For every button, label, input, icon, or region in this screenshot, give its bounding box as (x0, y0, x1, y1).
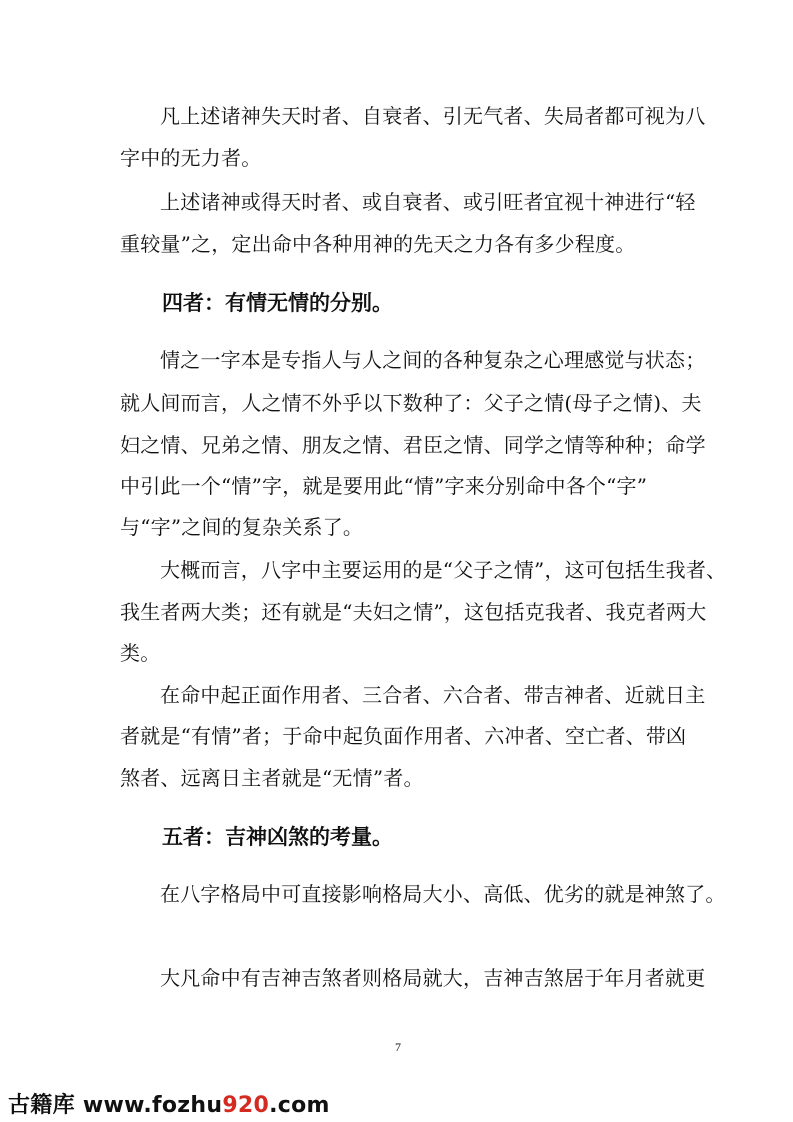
paragraph-5-line-2: 者就是“有情”者；于命中起负面作用者、六冲者、空亡者、带凶 (120, 724, 687, 748)
paragraph-5-line-3: 煞者、远离日主者就是“无情”者。 (120, 766, 424, 790)
paragraph-5-line-1: 在命中起正面作用者、三合者、六合者、带吉神者、近就日主 (160, 683, 706, 707)
paragraph-3-line-2: 就人间而言，人之情不外乎以下数种了：父子之情(母子之情)、夫 (120, 391, 702, 415)
paragraph-3-line-1: 情之一字本是专指人与人之间的各种复杂之心理感觉与状态； (160, 348, 706, 372)
paragraph-4-line-3: 类。 (120, 641, 161, 665)
watermark-url-digits: 920 (222, 1093, 270, 1118)
paragraph-3-line-4: 中引此一个“情”字，就是要用此“情”字来分别命中各个“字” (120, 474, 648, 498)
watermark-url-prefix: www.fozhu (82, 1093, 223, 1118)
watermark-url-suffix: .com (269, 1093, 330, 1118)
paragraph-7-line-1: 大凡命中有吉神吉煞者则格局就大，吉神吉煞居于年月者就更 (160, 966, 706, 990)
page-number: 7 (395, 1040, 401, 1054)
paragraph-6-line-1: 在八字格局中可直接影响格局大小、高低、优劣的就是神煞了。 (160, 882, 726, 906)
paragraph-4-line-1: 大概而言，八字中主要运用的是“父子之情”，这可包括生我者、 (160, 558, 727, 582)
paragraph-1-line-2: 字中的无力者。 (120, 146, 262, 170)
watermark-site-name: 古籍库 (8, 1093, 75, 1118)
section-heading-5: 五者：吉神凶煞的考量。 (162, 825, 393, 849)
paragraph-2-line-2: 重较量”之，定出命中各种用神的先天之力各有多少程度。 (120, 232, 636, 256)
section-heading-4: 四者：有情无情的分别。 (162, 291, 393, 315)
paragraph-2-line-1: 上述诸神或得天时者、或自衰者、或引旺者宜视十神进行“轻 (160, 190, 696, 214)
paragraph-1-line-1: 凡上述诸神失天时者、自衰者、引无气者、失局者都可视为八 (160, 104, 706, 128)
paragraph-4-line-2: 我生者两大类；还有就是“夫妇之情”，这包括克我者、我克者两大 (120, 600, 707, 624)
site-watermark (8, 1088, 330, 1119)
paragraph-3-line-5: 与“字”之间的复杂关系了。 (120, 515, 364, 539)
paragraph-3-line-3: 妇之情、兄弟之情、朋友之情、君臣之情、同学之情等种种；命学 (120, 433, 706, 457)
